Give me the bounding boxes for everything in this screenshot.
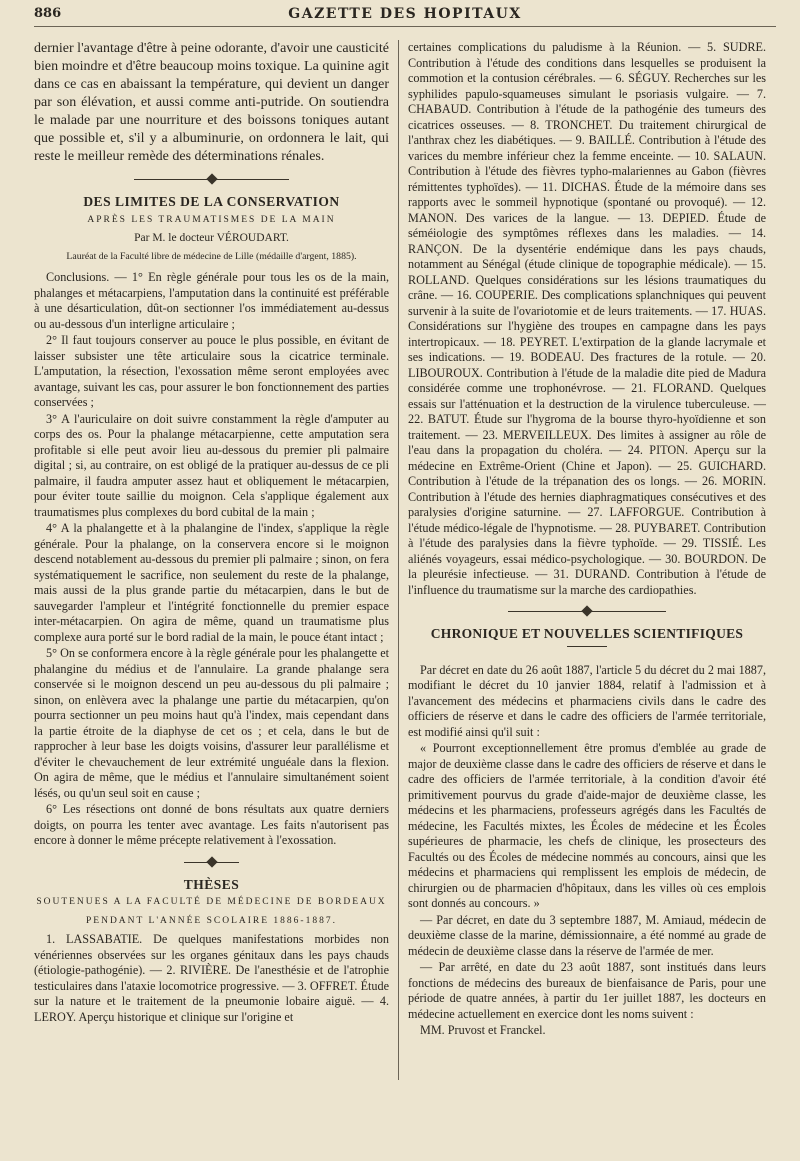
page-number: 886 — [34, 6, 62, 21]
chronique-title: CHRONIQUE ET NOUVELLES SCIENTIFIQUES — [430, 626, 744, 641]
chronique-paragraph: Par décret en date du 26 août 1887, l'article 5 du décret du 2 mai 1887, modifiant le décret du 10 janvier 1884, relatif à l'admission et à l'avancement des médecins et pharmaciens civils dans le cadre des officiers de réserve et dans le cadre des officiers de l'armée territoriale, est modifié ainsi qu'il suit : — [408, 662, 766, 739]
journal-title: GAZETTE DES HOPITAUX — [288, 6, 522, 22]
left-column — [34, 40, 389, 1026]
article-paragraph: 4° A la phalangette et à la phalangine de l'index, s'applique la règle générale. Pour la phalange, on la conservera encore si le moignon descend notablement au-dessous du premier pli palmaire ; sinon, on fera systématiquement le sacrifice, non seulement du reste de la phalange, mais aussi de la plus grande partie du métacarpien, dans le but de sauvegarder l'ampleur et l'intégrité fonctionnelle du premier espace inter-métacarpien. On agira de même, quand un traumatisme plus complexe aura porté sur le bord radial de la main, le pouce étant intact ; — [34, 521, 389, 644]
article-paragraph: 6° Les résections ont donné de bons résultats aux quatre derniers doigts, on pourra les tenter avec avantage. Les faits n'autorisent pas encore à donner le même précepte relativement à l'exossation. — [34, 802, 389, 847]
chronique-paragraph: « Pourront exceptionnellement être promus d'emblée au grade de major de deuxième classe dans le cadre des officiers de réserve et dans le cadre des officiers de l'armée territoriale, à la condition d'avoir été primitivement pourvus du grade d'aide-major de deuxième classe, les médecins et les pharmaciens, professeurs agrégés dans les Facultés de médecine, les Facultés mixtes, les Écoles de médecine et les Écoles supérieures de pharmacie, les chefs de clinique, les prosecteurs des Facultés ou des Écoles de médecine nommés au concours, ainsi que les médecins et pharmaciens qui remplissent les emplois de médecin, de chirurgien ou de pharmacien d'hôpitaux, dans les villes où ces emplois sont donnés au concours. » — [408, 741, 766, 910]
chronique-paragraph: — Par décret, en date du 3 septembre 1887, M. Amiaud, médecin de deuxième classe de la marine, démissionnaire, a été nommé au grade de médecin de deuxième classe dans la réserve de l'armée de mer. — [408, 912, 766, 958]
right-column — [408, 40, 766, 1040]
article-title: DES LIMITES DE LA CONSERVATION — [83, 194, 340, 209]
article-author: Par M. le docteur VÉROUDART. — [134, 232, 289, 244]
article-paragraph: 5° On se conformera encore à la règle générale pour les phalangette et phalangine du médius et de l'annulaire. La grande phalange sera conservée si le moignon descend un peu au-dessous du pli palmaire ; sinon, on enlèvera avec la phalange une partie du métacarpien, qu'on pourra sectionner un peu moins haut qu'à l'index, mais cependant dans la partie étroite de la diaphyse de cet os ; et cela, dans le but de rapprocher à leur base les doigts voisins, d'assurer leur parallélisme et d'éviter le chevauchement de leur extrémité unguéale dans la flexion. On agira de même, que le médius et l'annulaire simultanément soient lésés, ou qu'un seul soit en cause ; — [34, 646, 389, 800]
theses-title: THÈSES — [183, 876, 240, 892]
page-header — [34, 4, 776, 27]
theses-subtitle: SOUTENUES A LA FACULTÉ DE MÉDECINE DE BORDEAUX — [36, 897, 387, 907]
section-separator — [34, 857, 389, 867]
section-separator — [408, 606, 766, 616]
lead-paragraph: dernier l'avantage d'être à peine odorante, d'avoir une causticité bien moindre et d'être beaucoup moins toxique. La quinine agit dans ce cas en abaissant la température, qui devient un danger par son élévation, et aussi comme anti-putride. On soutiendra le malade par une nourriture et des boissons toniques autant que possible et, s'il y a albuminurie, on ordonnera le lait, qui reste le meilleur remède des déterminations rénales. — [34, 41, 389, 164]
article-paragraph: 3° A l'auriculaire on doit suivre constamment la règle d'amputer au corps des os. Pour la phalange métacarpienne, cette amputation sera profitable si elle peut avoir lieu au-dessous du premier pli palmaire digital ; si, au contraire, on est obligé de la pratiquer au-dessus de ce pli palmaire, il faudra amputer assez haut et obliquement le métacarpien, pour éviter toute saillie du moignon. Cela s'applique également aux traumatismes plus complexes du bord cubital de la main ; — [34, 411, 389, 519]
theses-subtitle-year: PENDANT L'ANNÉE SCOLAIRE 1886-1887. — [86, 915, 337, 926]
chronique-paragraph: — Par arrêté, en date du 23 août 1887, sont institués dans leurs fonctions de médecins des bureaux de bienfaisance de Paris, pour une période de quatre années, à partir du 1er juillet 1887, les docteurs en médecine actuellement en exercice dont les noms suivent : — [408, 960, 766, 1021]
article-subtitle: APRÈS LES TRAUMATISMES DE LA MAIN — [87, 214, 336, 225]
names-list: MM. Pruvost et Franckel. — [420, 1023, 546, 1037]
theses-list-continued: certaines complications du paludisme à la Réunion. — 5. SUDRE. Contribution à l'étude des conditions dans lesquelles se produisent la commotion et la contusion cérébrales. — 6. SÉGUY. Recherches sur les syphilides papulo-squameuses simulant le psoriasis vulgaire. — 7. CHABAUD. Contribution à l'étude de la pathogénie des tumeurs des cicatrices osseuses. — 8. TRONCHET. Du traitement chirurgical de l'anthrax chez les diabétiques. — 9. BAILLÉ. Contribution à l'étude des varices du membre inférieur chez la femme enceinte. — 10. SALAUN. Contribution à l'étude des fièvres typho-malariennes au Gabon (fièvres rémittentes typhoïdes). — 11. DICHAS. Étude de la mémoire dans ses rapports avec le sommeil hypnotique (spontané ou provoqué). — 12. MANON. Des varices de la langue. — 13. DEPIED. Étude de séméiologie des symptômes réflexes dans les maladies. — 14. RANÇON. De la dysentérie endémique dans les pays chauds, notamment au Sénégal (étude clinique de topographie médicale). — 15. ROLLAND. Quelques considérations sur les lésions traumatiques du crâne. — 16. COUPERIE. Des complications splanchniques qui peuvent survenir à la suite de l'ovariotomie et de leurs traitements. — 17. HUAS. Considérations sur l'hygiène des troupes en campagne dans les pays intertropicaux. — 18. PEYRET. L'extirpation de la glande lacrymale et ses indications. — 19. BODEAU. Des fractures de la rotule. — 20. LIBOUROUX. Contribution à l'étude de la maladie dite pied de Madura considérée comme une trophonévrose. — 21. FLORAND. Quelques essais sur l'atténuation et la destruction de la virulence tuberculeuse. — 22. BATUT. Étude sur l'hygroma de la bourse thyro-hyoïdienne et son traitement. — 23. MERVEILLEUX. Des limites à assigner au rôle de l'eau dans la propagation du choléra. — 24. PITON. Aperçu sur la médecine en Extrême-Orient (Chine et Japon). — 25. GUICHARD. Contribution à l'étude de la trépanation des os longs. — 26. MORIN. Contribution à l'étude des hernies diaphragmatiques consécutives et des paralysies d'origine saturnine. — 27. LAFFORGUE. Contribution à l'étude médico-légale de l'hypnotisme. — 28. PUYBARET. Contribution à l'étude des paralysies dans la fièvre typhoïde. — 29. TISSIÉ. Les aliénés voyageurs, essai médico-psychologique. — 30. BOURDON. De la pleurésie infectieuse. — 31. DURAND. Contribution à l'étude de l'influence du traumatisme sur la marche des cardiopathies. — [408, 40, 766, 597]
article-author-note: Lauréat de la Faculté libre de médecine de Lille (médaille d'argent, 1885). — [66, 250, 357, 262]
article-paragraph: 2° Il faut toujours conserver au pouce le plus possible, en évitant de laisser subsister une tête articulaire sous la cicatrice terminale. L'amputation, la résection, l'exossation même seront employées avec avantage, suivant les cas, pour assurer le bon fonctionnement des parties conservées ; — [34, 333, 389, 409]
theses-list: 1. LASSABATIE. De quelques manifestations morbides non vénériennes observées sur les organes génitaux dans les pays chauds (étiologie-pathogénie). — 2. RIVIÈRE. De l'anesthésie et de l'atrophie testiculaires dans l'ataxie locomotrice progressive. — 3. OFFRET. Étude sur la nature et le traitement de la pneumonie lobaire aiguë. — 4. LEROY. Aperçu historique et clinique sur l'origine et — [34, 932, 389, 1024]
article-paragraph: Conclusions. — 1° En règle générale pour tous les os de la main, phalanges et métacarpiens, l'amputation dans la continuité est préférable à une désarticulation, dût-on sectionner l'os immédiatement au-dessus ou au-dessous d'un interligne articulaire ; — [34, 270, 389, 331]
column-divider — [398, 40, 399, 1080]
section-separator — [34, 174, 389, 184]
title-rule — [567, 646, 607, 647]
